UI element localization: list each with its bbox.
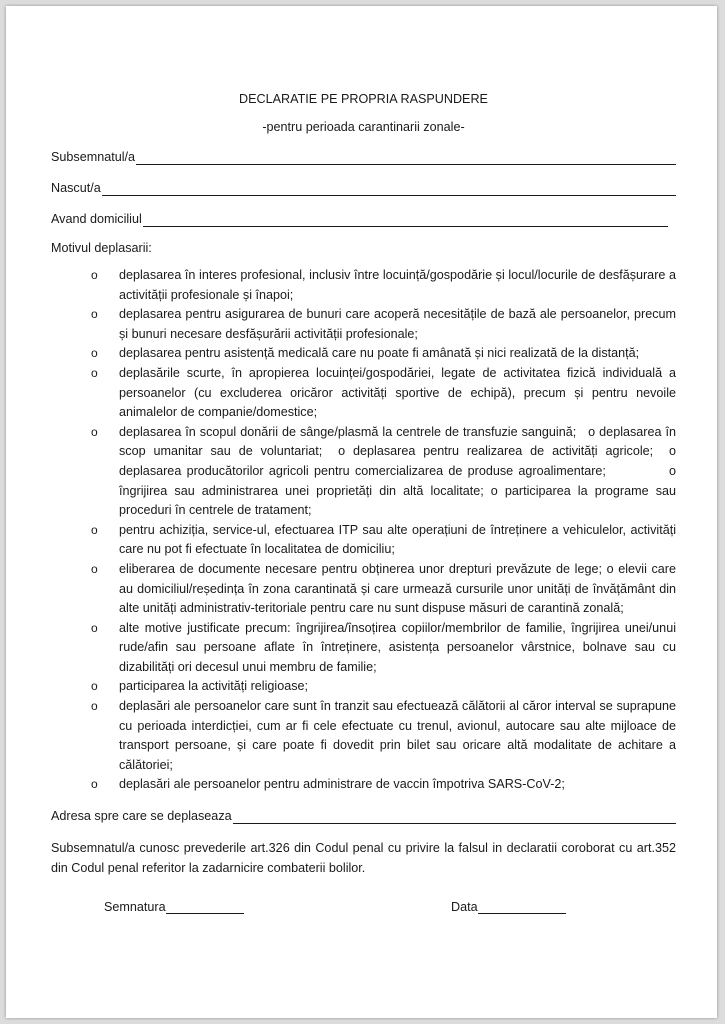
bullet-icon: o <box>91 777 98 792</box>
bullet-icon: o <box>91 679 98 694</box>
nascut-blank-line[interactable] <box>102 183 676 196</box>
bullet-icon: o <box>91 424 98 439</box>
document-page <box>6 6 717 1018</box>
subsemnatul-blank-line[interactable] <box>136 152 676 165</box>
reason-item[interactable] <box>91 266 676 305</box>
motiv-label: Motivul deplasarii: <box>51 241 152 255</box>
reason-text: participarea la activități religioase; <box>119 679 308 694</box>
date-label: Data <box>451 900 478 915</box>
reason-item[interactable] <box>91 344 676 364</box>
subsemnatul-field[interactable] <box>51 149 676 165</box>
domiciliu-blank-line[interactable] <box>143 214 668 227</box>
signature-field[interactable] <box>104 900 244 914</box>
signature-label: Semnatura <box>104 900 166 915</box>
reason-item[interactable] <box>91 305 676 344</box>
document-title: DECLARATIE PE PROPRIA RASPUNDERE <box>239 92 488 106</box>
reason-item[interactable] <box>91 521 676 560</box>
bullet-icon: o <box>91 346 98 361</box>
reason-text: eliberarea de documente necesare pentru obținerea unor drepturi prevăzute de lege; o elevii care au domiciliul/reședința în zona carantinată și care urmează cursurile unor unități de învățământ din alte unități administrativ-teritoriale pentru care nu sunt dispuse măsuri de carantină zonală; <box>119 561 676 616</box>
reason-item[interactable] <box>91 775 676 795</box>
bullet-icon: o <box>91 307 98 322</box>
adresa-field[interactable] <box>51 808 676 824</box>
date-field[interactable] <box>451 900 566 914</box>
bullet-icon: o <box>91 699 98 714</box>
bullet-icon: o <box>91 522 98 537</box>
reason-text: deplasări ale persoanelor pentru administrare de vaccin împotriva SARS-CoV-2; <box>119 777 565 792</box>
reason-text: alte motive justificate precum: îngrijirea/însoțirea copiilor/membrilor de familie, îngrijirea unei/unui rude/afin sau persoane aflate în întreținere, asistența persoanelor vârstnice, bolnave sau cu dizabilități ori decesul unui membru de familie; <box>119 620 676 674</box>
reason-text: deplasarea pentru asigurarea de bunuri care acoperă necesitățile de bază ale persoanelor, precum și bunuri necesare desfășurării activității profesionale; <box>119 307 676 341</box>
reason-text: deplasarea pentru asistență medicală care nu poate fi amânată și nici realizată de la distanță; <box>119 346 640 361</box>
reason-item[interactable] <box>91 423 680 521</box>
nascut-label: Nascut/a <box>51 181 101 195</box>
subsemnatul-label: Subsemnatul/a <box>51 150 136 164</box>
signature-row <box>51 896 676 914</box>
reason-item[interactable] <box>91 364 676 423</box>
bullet-icon: o <box>91 268 98 282</box>
reason-item[interactable] <box>91 619 676 678</box>
declaration-form <box>51 91 680 915</box>
reason-item[interactable] <box>91 560 676 619</box>
domiciliu-field[interactable] <box>51 211 676 227</box>
reasons-list <box>51 266 680 795</box>
adresa-label: Adresa spre care se deplaseaza <box>51 809 232 824</box>
document-subtitle: -pentru perioada carantinarii zonale- <box>262 120 465 134</box>
reason-item[interactable] <box>91 677 676 697</box>
date-blank-line[interactable] <box>478 901 566 914</box>
signature-blank-line[interactable] <box>166 901 244 914</box>
reason-text: deplasarea în scopul donării de sânge/plasmă la centrele de transfuzie sanguină; o deplasarea în scop umanitar sau de voluntariat; o deplasarea pentru realizarea de activități agricole; o deplasarea producătorilor agricoli pentru comercializarea de produse agroalimentare; o îngrijirea sau administrarea unei proprietăți din altă localitate; o participarea la programe sau proceduri în centrele de tratament; <box>119 424 680 518</box>
reason-text: deplasările scurte, în apropierea locuinței/gospodăriei, legate de activitatea fizică individuală a persoanelor (cu excluderea oricăror activități sportive de echipă), precum și pentru nevoile animalelor de companie/domestice; <box>119 365 676 420</box>
domiciliu-label: Avand domiciliul <box>51 212 142 226</box>
bullet-icon: o <box>91 365 98 380</box>
reason-text: deplasarea în interes profesional, inclusiv între locuință/gospodărie și locul/locurile de desfășurare a activității profesionale și înapoi; <box>119 268 676 302</box>
bullet-icon: o <box>91 620 98 635</box>
bullet-icon: o <box>91 561 98 576</box>
reason-text: pentru achiziția, service-ul, efectuarea ITP sau alte operațiuni de întreținere a vehiculelor, activități care nu pot fi efectuate în localitatea de domiciliu; <box>119 522 676 557</box>
legal-statement: Subsemnatul/a cunosc prevederile art.326 din Codul penal cu privire la falsul in declaratii coroborat cu art.352 din Codul penal referitor la zadarnicire combaterii bolilor. <box>51 841 676 875</box>
reason-item[interactable] <box>91 697 676 775</box>
reason-text: deplasări ale persoanelor care sunt în tranzit sau efectuează călătorii al căror interval se suprapune cu perioada interdicției, cum ar fi cele efectuate cu trenul, avionul, autocare sau alte mijloace de transport persoane, și care poate fi dovedit prin bilet sau oricare altă modalitate de achitare a călătoriei; <box>119 699 676 772</box>
adresa-blank-line[interactable] <box>233 811 676 824</box>
nascut-field[interactable] <box>51 180 676 196</box>
